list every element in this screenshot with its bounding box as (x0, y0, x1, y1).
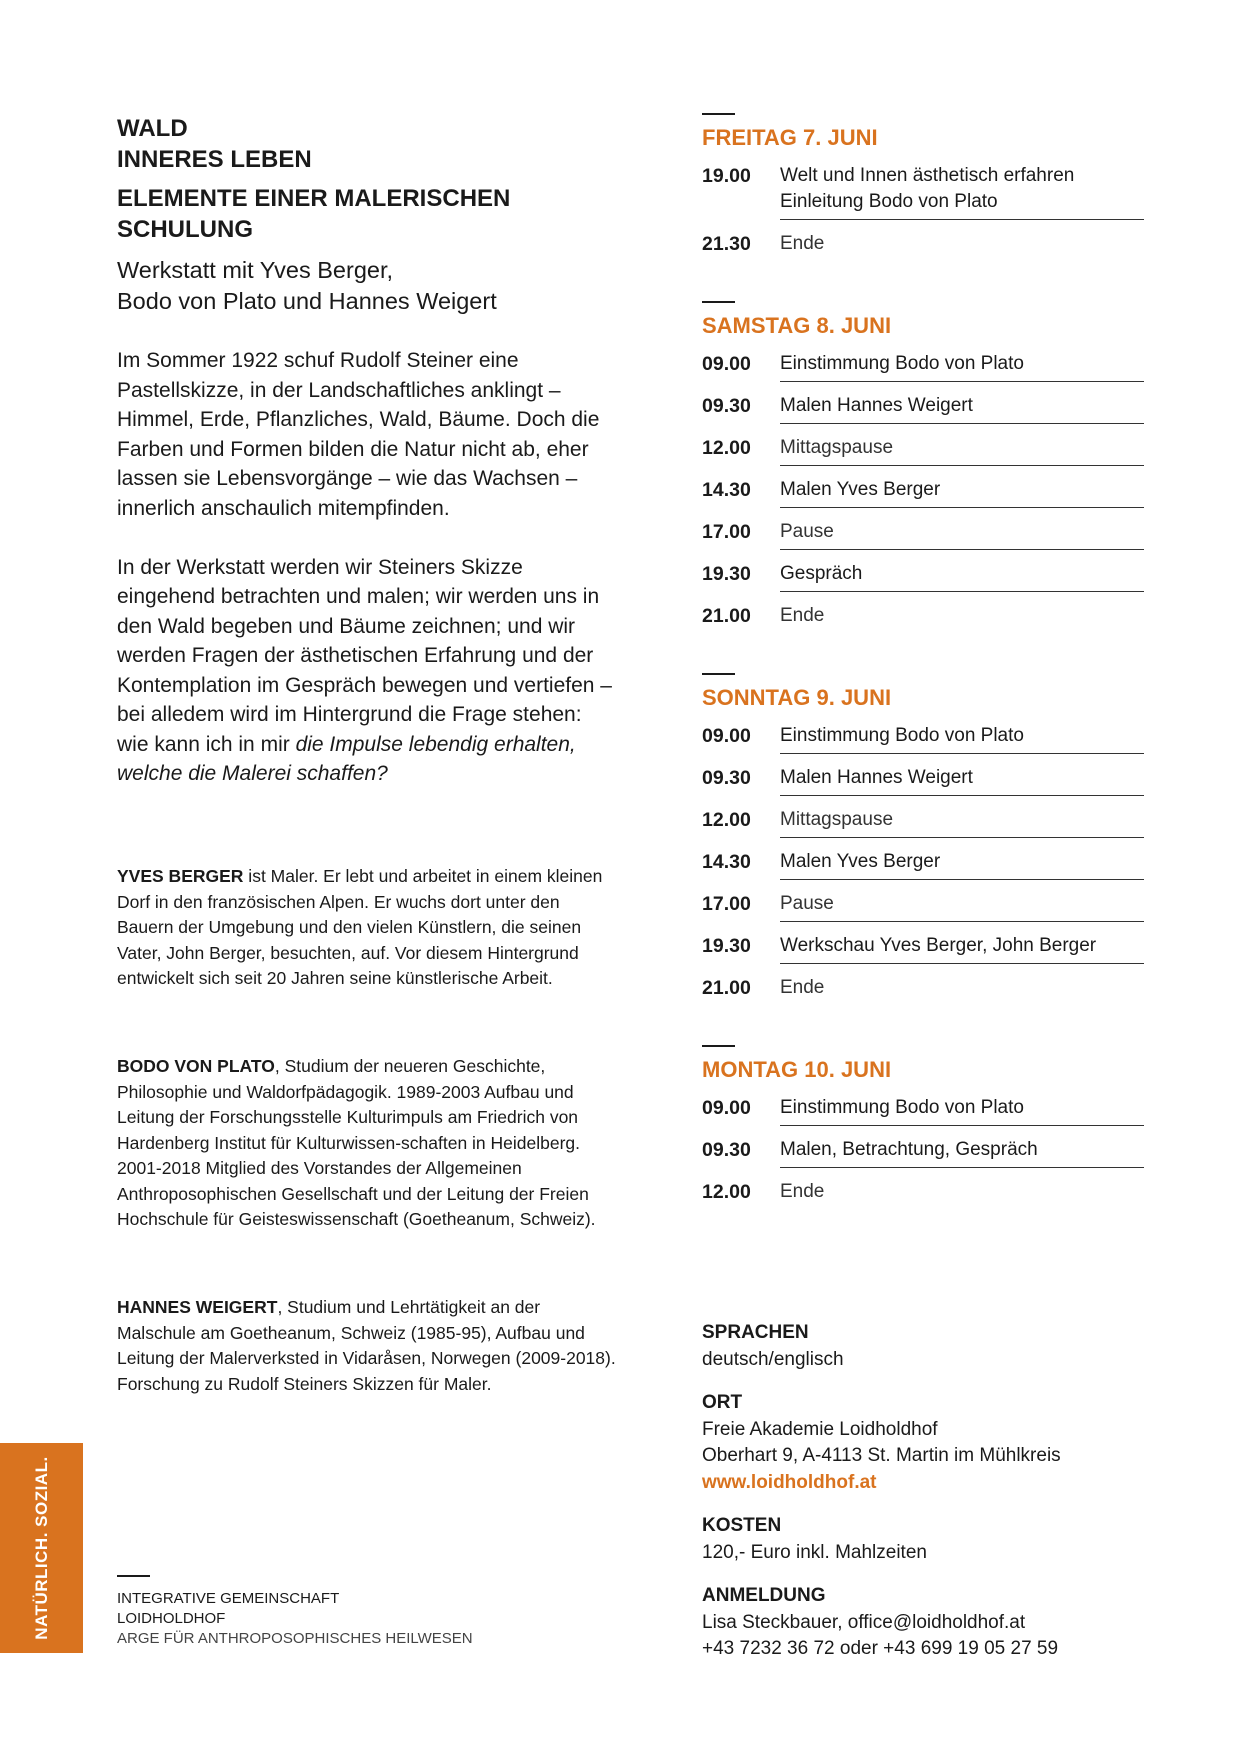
bio-name: YVES BERGER (117, 866, 244, 886)
bio-text: , Studium und Lehrtätigkeit an der Malschule am Goetheanum, Schweiz (1985-95), Aufbau und Leitung der Malerverksted in Vidaråsen, Norwegen (2009-2018). Forschung zu Rudolf Steiners Skizzen für Maler. (117, 1297, 616, 1394)
bio-yves-berger (117, 864, 617, 992)
schedule-time: 17.00 (702, 893, 751, 915)
footer-line: ARGE FÜR ANTHROPOSOPHISCHES HEILWESEN (117, 1630, 473, 1647)
schedule-event: Malen, Betrachtung, Gespräch (780, 1131, 1144, 1168)
divider (702, 1045, 735, 1047)
intro-text-italic: die Impulse lebendig erhalten, welche die Malerei schaffen? (117, 732, 576, 785)
schedule-row (702, 843, 1144, 880)
schedule-event: Ende (780, 605, 825, 626)
schedule-row (702, 1173, 1144, 1209)
divider (702, 673, 735, 675)
footer-line: LOIDHOLDHOF (117, 1610, 226, 1627)
event-line: Welt und Innen ästhetisch erfahren (780, 165, 1075, 186)
schedule-event: Pause (780, 513, 1144, 550)
schedule-row (702, 1089, 1144, 1126)
schedule-event: Pause (780, 885, 1144, 922)
schedule-time: 09.30 (702, 767, 751, 789)
footer (117, 1575, 473, 1649)
info-heading: ANMELDUNG (702, 1585, 826, 1606)
schedule-time: 14.30 (702, 851, 751, 873)
day-title: SAMSTAG 8. JUNI (702, 313, 892, 338)
info-block (702, 1320, 1182, 1663)
title-line: WALD (117, 115, 188, 142)
schedule-event: Malen Hannes Weigert (780, 759, 1144, 796)
bio-bodo-von-plato (117, 1054, 617, 1233)
schedule-row (702, 759, 1144, 796)
schedule-time: 12.00 (702, 809, 751, 831)
schedule-time: 12.00 (702, 437, 751, 459)
divider (702, 301, 735, 303)
schedule-event: Ende (780, 1181, 825, 1202)
info-heading: KOSTEN (702, 1515, 782, 1536)
day-title: FREITAG 7. JUNI (702, 125, 878, 150)
info-heading: SPRACHEN (702, 1322, 809, 1343)
schedule-event: Malen Hannes Weigert (780, 387, 1144, 424)
page-title (117, 113, 617, 175)
bio-text: ist Maler. Er lebt und arbeitet in einem kleinen Dorf in den französischen Alpen. Er wuchs dort unter den Bauern der Umgebung und den vielen Künstlern, die seinen Vater, John Berger, besuchten, auf. Vor diesem Hintergrund entwickelt sich seit 20 Jahren seine künstlerische Arbeit. (117, 866, 603, 988)
divider (117, 1575, 150, 1577)
schedule-time: 21.00 (702, 605, 751, 627)
schedule-row (702, 969, 1144, 1005)
schedule-time: 19.30 (702, 563, 751, 585)
intro-paragraph: Im Sommer 1922 schuf Rudolf Steiner eine Pastellskizze, in der Landschaftliches anklingt – Himmel, Erde, Pflanzliches, Wald, Bäume. Doch die Farben und Formen bilden die Natur nicht ab, eher lassen sie Lebensvorgänge – wie das Wachsen – innerlich anschaulich mitempfinden. (117, 349, 600, 520)
website-link[interactable]: www.loidholdhof.at (702, 1471, 877, 1493)
schedule-time: 09.30 (702, 1139, 751, 1161)
schedule-row (702, 597, 1144, 633)
schedule-time: 09.00 (702, 353, 751, 375)
subtitle-line: Bodo von Plato und Hannes Weigert (117, 288, 497, 314)
schedule-day (702, 673, 1144, 1005)
schedule-time: 09.00 (702, 725, 751, 747)
schedule-day (702, 301, 1144, 633)
footer-line: INTEGRATIVE GEMEINSCHAFT (117, 1590, 340, 1607)
schedule-row (702, 429, 1144, 466)
day-title: MONTAG 10. JUNI (702, 1057, 892, 1082)
info-text: Lisa Steckbauer, office@loidholdhof.at (702, 1611, 1026, 1633)
workshop-subtitle (117, 255, 617, 317)
side-tab (0, 1443, 83, 1653)
schedule-row (702, 225, 1144, 261)
schedule (702, 113, 1144, 1249)
info-location (702, 1390, 1182, 1496)
bio-hannes-weigert (117, 1295, 617, 1397)
schedule-time: 21.00 (702, 977, 751, 999)
schedule-time: 19.30 (702, 935, 751, 957)
subtitle-line: Werkstatt mit Yves Berger, (117, 257, 394, 283)
schedule-time: 09.30 (702, 395, 751, 417)
bio-name: BODO VON PLATO (117, 1056, 275, 1076)
schedule-row (702, 157, 1144, 220)
schedule-row (702, 927, 1144, 964)
schedule-day (702, 1045, 1144, 1209)
schedule-time: 09.00 (702, 1097, 751, 1119)
schedule-row (702, 1131, 1144, 1168)
info-text: +43 7232 36 72 oder +43 699 19 05 27 59 (702, 1638, 1059, 1659)
schedule-event: Malen Yves Berger (780, 843, 1144, 880)
schedule-row (702, 801, 1144, 838)
event-line: Einleitung Bodo von Plato (780, 191, 998, 212)
schedule-event: Mittagspause (780, 801, 1144, 838)
intro-text (117, 346, 617, 789)
info-text: deutsch/englisch (702, 1348, 844, 1370)
schedule-row (702, 555, 1144, 592)
schedule-event: Gespräch (780, 555, 1144, 592)
title-line: INNERES LEBEN (117, 146, 312, 173)
schedule-row (702, 471, 1144, 508)
intro-paragraph (117, 553, 617, 789)
schedule-row (702, 387, 1144, 424)
schedule-event: Einstimmung Bodo von Plato (780, 1089, 1144, 1126)
schedule-event: Werkschau Yves Berger, John Berger (780, 927, 1144, 964)
info-text: Freie Akademie Loidholdhof (702, 1418, 938, 1440)
info-registration (702, 1583, 1182, 1663)
schedule-day (702, 113, 1144, 261)
info-text: 120,- Euro inkl. Mahlzeiten (702, 1541, 927, 1563)
schedule-time: 17.00 (702, 521, 751, 543)
schedule-event: Ende (780, 977, 825, 998)
schedule-event (780, 157, 1144, 220)
schedule-row (702, 885, 1144, 922)
schedule-event: Einstimmung Bodo von Plato (780, 345, 1144, 382)
schedule-event: Einstimmung Bodo von Plato (780, 717, 1144, 754)
page-subheading (117, 183, 617, 245)
schedule-event: Mittagspause (780, 429, 1144, 466)
schedule-row (702, 717, 1144, 754)
schedule-row (702, 345, 1144, 382)
schedule-row (702, 513, 1144, 550)
intro-text-plain: In der Werkstatt werden wir Steiners Skizze eingehend betrachten und malen; wir werden uns in den Wald begeben und Bäume zeichnen; und wir werden Fragen der ästhetischen Erfahrung und der Kontemplation im Gespräch bewegen und vertiefen – bei alledem wird im Hintergrund die Frage stehen: wie kann ich in mir (117, 555, 612, 756)
day-title: SONNTAG 9. JUNI (702, 685, 892, 710)
divider (702, 113, 735, 115)
schedule-time: 14.30 (702, 479, 751, 501)
title-line: SCHULUNG (117, 216, 253, 243)
info-text: Oberhart 9, A-4113 St. Martin im Mühlkreis (702, 1445, 1061, 1466)
info-heading: ORT (702, 1392, 743, 1413)
info-costs (702, 1513, 1182, 1566)
title-line: ELEMENTE EINER MALERISCHEN (117, 185, 511, 212)
schedule-event: Malen Yves Berger (780, 471, 1144, 508)
schedule-time: 12.00 (702, 1181, 751, 1203)
left-column (117, 113, 617, 789)
bio-text: , Studium der neueren Geschichte, Philosophie und Waldorfpädagogik. 1989-2003 Aufbau und Leitung der Forschungsstelle Kulturimpuls am Friedrich von Hardenberg Institut für Kulturwissen-schaften in Heidelberg. 2001-2018 Mitglied des Vorstandes der Allgemeinen Anthroposophischen Gesellschaft und der Leitung der Freien Hochschule für Geisteswissenschaft (Goetheanum, Schweiz). (117, 1056, 596, 1229)
info-languages (702, 1320, 1182, 1373)
bio-name: HANNES WEIGERT (117, 1297, 278, 1317)
side-tab-label: NATÜRLICH. SOZIAL. (32, 1456, 51, 1640)
schedule-event: Ende (780, 233, 825, 254)
schedule-time: 19.00 (702, 165, 751, 187)
schedule-time: 21.30 (702, 233, 751, 255)
